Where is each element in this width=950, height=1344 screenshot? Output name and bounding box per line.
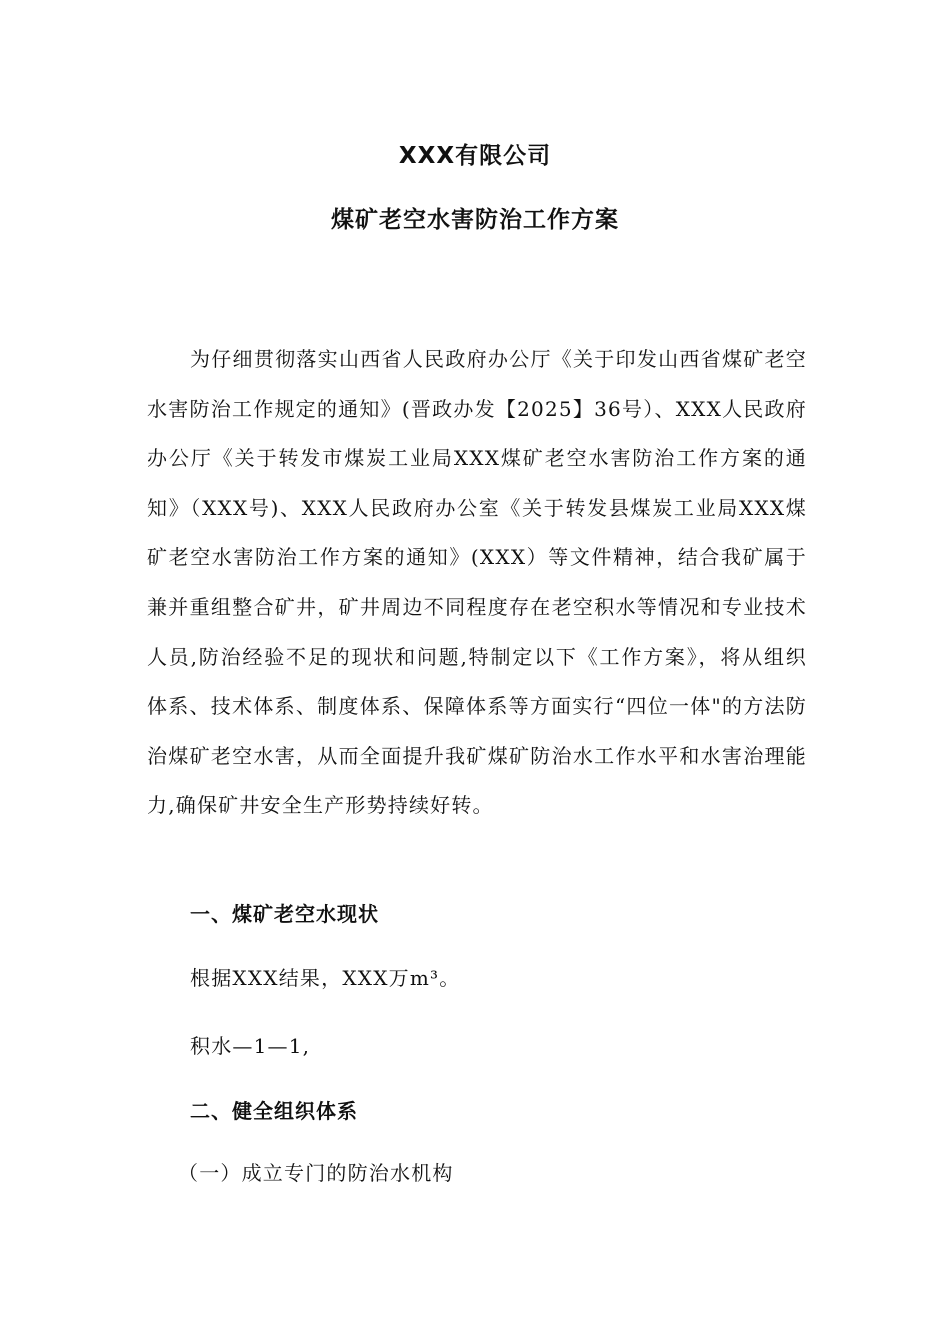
subsection-heading-agency: （一）成立专门的防治水机构 [178,1161,454,1185]
company-title: XXX有限公司 [398,143,552,169]
plan-title: 煤矿老空水害防治工作方案 [331,207,619,233]
section-heading-organization: 二、健全组织体系 [190,1099,358,1123]
section-heading-status: 一、煤矿老空水现状 [190,902,379,926]
intro-paragraph: 为仔细贯彻落实山西省人民政府办公厅《关于印发山西省煤矿老空水害防治工作规定的通知》(晋政办发【2025】36号）、XXX人民政府办公厅《关于转发市煤炭工业局XXX煤矿老空水害防治工作方案的通知》（XXX号)、XXX人民政府办公室《关于转发县煤炭工业局XXX煤矿老空水害防治工作方案的通知》(XXX）等文件精神，结合我矿属于兼并重组整合矿井，矿井周边不同程度存在老空积水等情况和专业技术人员,防治经验不足的现状和问题,特制定以下《工作方案》，将从组织体系、技术体系、制度体系、保障体系等方面实行“四位一体"的方法防治煤矿老空水害，从而全面提升我矿煤矿防治水工作水平和水害治理能力,确保矿井安全生产形势持续好转。 [147,347,807,818]
status-line-water: 积水—1—1, [190,1034,311,1058]
status-line-result: 根据XXX结果，XXX万m³。 [190,966,461,990]
